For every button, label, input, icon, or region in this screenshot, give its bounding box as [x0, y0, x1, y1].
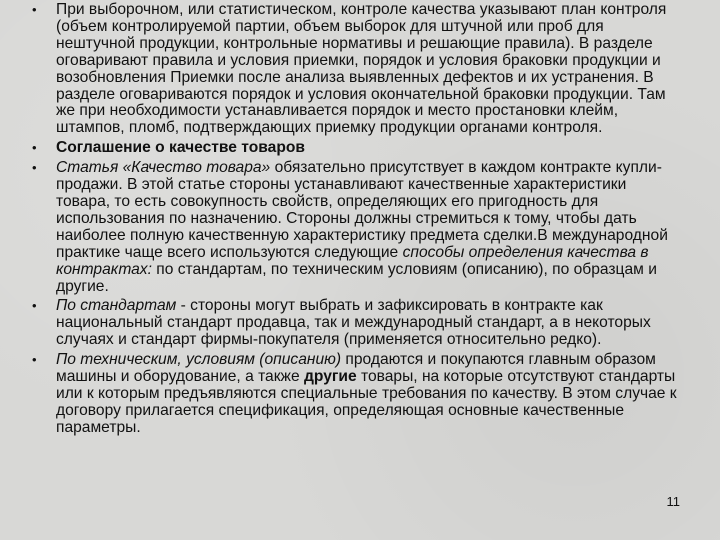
quality-methods-phrase: способы определения качества в контрактах: [56, 243, 649, 278]
by-specifications-term: По техническим, условиям (описанию) [56, 351, 342, 369]
bullet-item [32, 140, 682, 157]
bullet-icon: • [32, 352, 37, 368]
bullet-list [32, 2, 682, 440]
bullet-item [32, 352, 682, 437]
emphasis-other: другие [303, 368, 357, 386]
paragraph-quality-article: обязательно присутствует в каждом контракте купли-продажи. В этой статье стороны устанавливают качественные характеристики товара, то есть совокупность свойств, определяющих его пригодность для использования по назначению. Стороны должны стремиться к тому, чтобы дать наиболее полную качественную характеристику предмета сделки.В международной практике чаще всего используются следующие [56, 159, 668, 261]
paragraph-sampling-control: При выборочном, или статистическом, контроле качества указывают план контроля (объем контролируемой партии, объем выборок для штучной или проб для нештучной продукции, контрольные нормативы и решающие правила). В разделе оговаривают правила и условия приемки, порядок и условия браковки продукции и возобновления Приемки после анализа выявленных дефектов и их устранения. В разделе оговариваются порядок и условия окончательной браковки продукции. Там же при необходимости устанавливается порядок и место простановки клейм, штампов, пломб, подтверждающих приемку продукции органами контроля. [56, 1, 667, 137]
bullet-icon: • [32, 298, 37, 314]
article-title: Статья «Качество товара» [56, 159, 271, 177]
bullet-icon: • [32, 2, 37, 17]
bullet-item [32, 298, 682, 349]
bullet-item [32, 160, 682, 295]
bullet-item [32, 2, 682, 137]
bullet-icon: • [32, 160, 37, 176]
paragraph-quality-methods-list: по стандартам, по техническим условиям (описанию), по образцам и другие. [56, 260, 657, 295]
paragraph-by-specifications-end: товары, на которые отсутствуют стандарты или к которым предъявляются специальные требования по качеству. В этом случае к договору прилагается спецификация, определяющая основные качественные параметры. [56, 368, 677, 436]
page-number: 11 [666, 494, 680, 509]
paragraph-by-standards: - стороны могут выбрать и зафиксировать в контракте как национальный стандарт продавца, так и международный стандарт, а в некоторых случаях и стандарт фирмы-покупателя (применяется относительно редко). [56, 297, 651, 349]
paragraph-by-specifications: продаются и покупаются главным образом машины и оборудование, а также [56, 351, 656, 386]
bullet-icon: • [32, 140, 37, 156]
section-heading: Соглашение о качестве товаров [56, 139, 305, 157]
by-standards-term: По стандартам [56, 297, 177, 315]
